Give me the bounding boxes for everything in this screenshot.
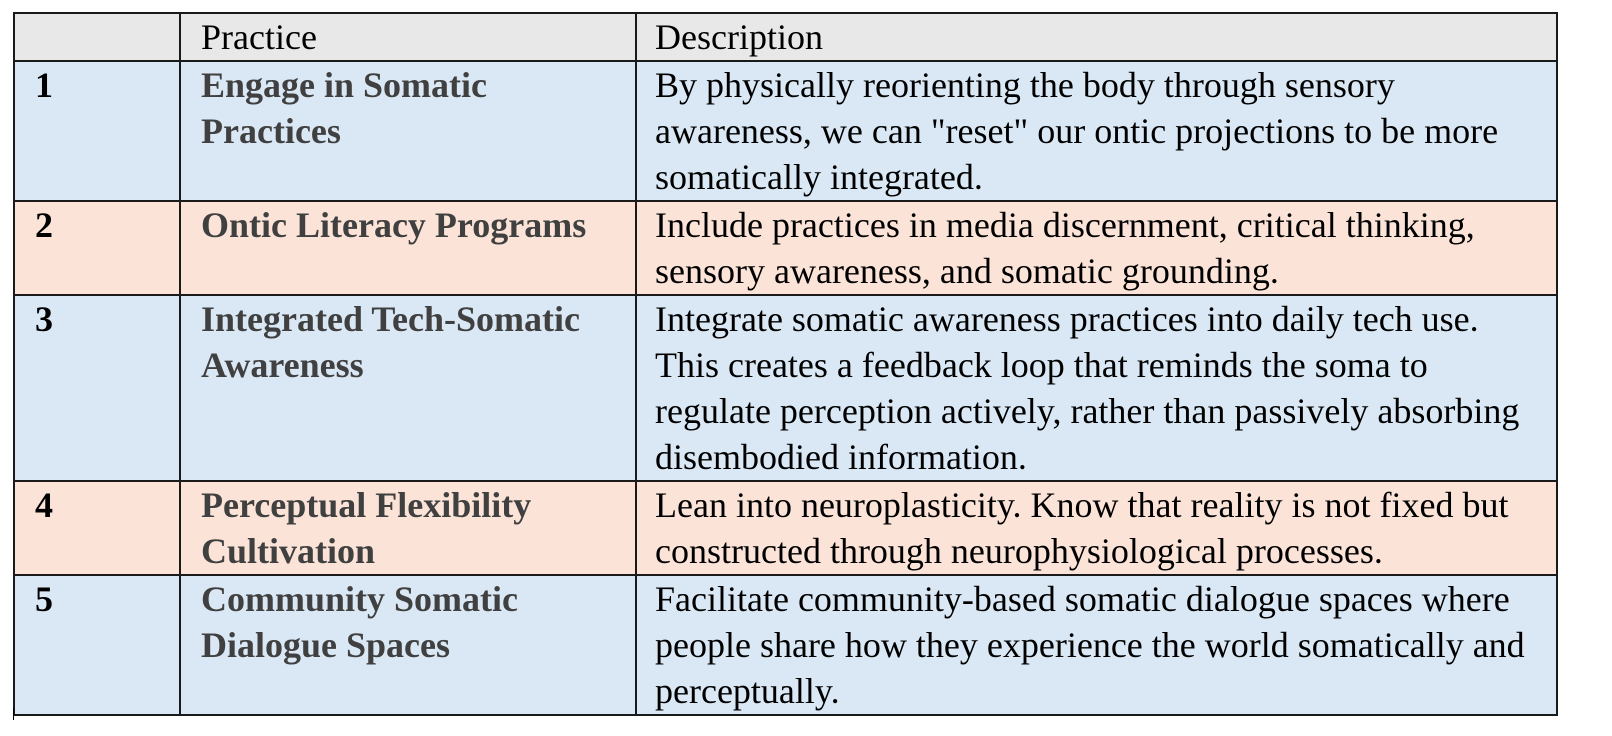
header-practice: Practice bbox=[180, 13, 636, 61]
row-number: 4 bbox=[14, 481, 180, 575]
row-practice: Community Somatic Dialogue Spaces bbox=[180, 575, 636, 715]
table-row bbox=[14, 61, 1557, 201]
row-number: 5 bbox=[14, 575, 180, 715]
header-number bbox=[14, 13, 180, 61]
table-row bbox=[14, 295, 1557, 481]
table-row bbox=[14, 201, 1557, 295]
header-description: Description bbox=[636, 13, 1557, 61]
row-practice: Perceptual Flexibility Cultivation bbox=[180, 481, 636, 575]
row-description: Facilitate community-based somatic dialogue spaces where people share how they experience the world somatically and perceptually. bbox=[636, 575, 1557, 715]
row-number: 3 bbox=[14, 295, 180, 481]
row-practice: Integrated Tech-Somatic Awareness bbox=[180, 295, 636, 481]
table-row bbox=[14, 481, 1557, 575]
row-description: Include practices in media discernment, critical thinking, sensory awareness, and somatic grounding. bbox=[636, 201, 1557, 295]
row-description: Integrate somatic awareness practices into daily tech use. This creates a feedback loop that reminds the soma to regulate perception actively, rather than passively absorbing disembodied information. bbox=[636, 295, 1557, 481]
table-header-row bbox=[14, 13, 1557, 61]
row-number: 2 bbox=[14, 201, 180, 295]
row-practice: Ontic Literacy Programs bbox=[180, 201, 636, 295]
practices-table bbox=[13, 12, 1558, 716]
text-cursor bbox=[13, 708, 14, 720]
row-number: 1 bbox=[14, 61, 180, 201]
row-practice: Engage in Somatic Practices bbox=[180, 61, 636, 201]
practices-table-container bbox=[13, 12, 1558, 716]
row-description: Lean into neuroplasticity. Know that reality is not fixed but constructed through neurophysiological processes. bbox=[636, 481, 1557, 575]
table-row bbox=[14, 575, 1557, 715]
row-description: By physically reorienting the body through sensory awareness, we can "reset" our ontic projections to be more somatically integrated. bbox=[636, 61, 1557, 201]
